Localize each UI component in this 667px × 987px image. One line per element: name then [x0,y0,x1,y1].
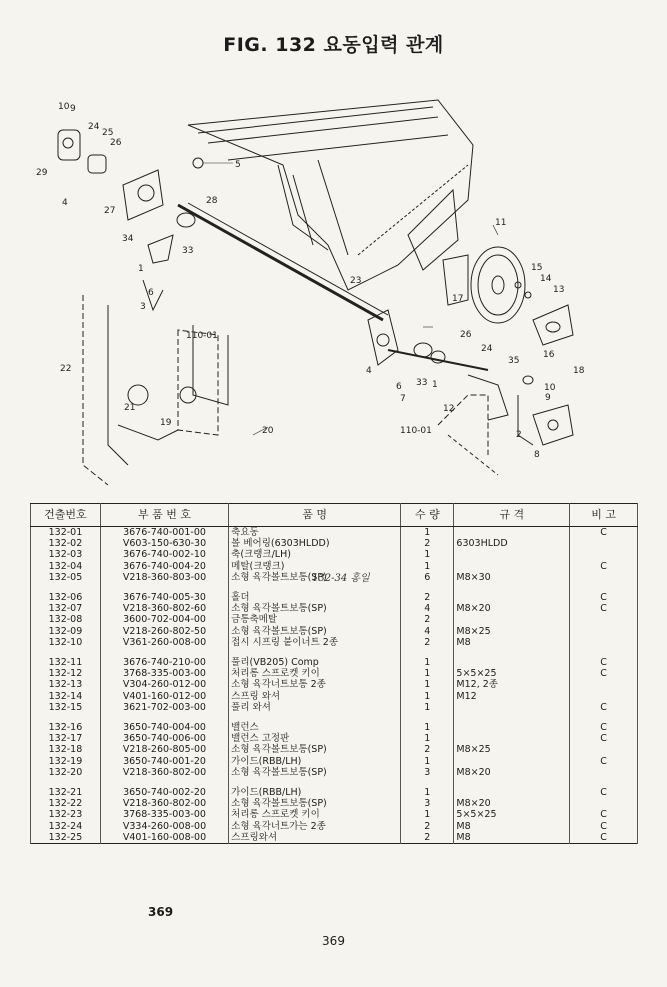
cell-part-no: 3650-740-001-20 [100,756,228,767]
table-row [31,744,638,755]
cell-part-no: 3768-335-003-00 [100,668,228,679]
cell-drawing-no: 132-04 [31,561,101,572]
cell-quantity: 4 [401,603,454,614]
cell-drawing-no: 132-12 [31,668,101,679]
exploded-parts-diagram [28,95,638,495]
svg-text:25: 25 [102,128,114,138]
cell-drawing-no: 132-14 [31,691,101,702]
cell-quantity: 2 [401,744,454,755]
svg-text:24: 24 [481,344,493,354]
cell-drawing-no: 132-21 [31,787,101,798]
cell-specification: M12, 2종 [454,679,570,690]
table-row [31,592,638,603]
cell-drawing-no: 132-02 [31,538,101,549]
figure-title: FIG. 132 요동입력 관계 [223,34,444,56]
svg-text:11: 11 [495,218,507,228]
cell-quantity: 2 [401,832,454,844]
cell-specification: 5×5×25 [454,668,570,679]
spacer-cell [31,648,101,657]
svg-text:21: 21 [124,403,136,413]
cell-specification [454,756,570,767]
group-spacer [31,713,638,722]
cell-remarks: C [570,733,638,744]
cell-part-name: 소형 육각볼트보통(SP) [229,744,401,755]
table-row [31,798,638,809]
table-row [31,668,638,679]
cell-part-no: 3676-740-210-00 [100,657,228,668]
cell-specification: 6303HLDD [454,538,570,549]
cell-remarks [570,626,638,637]
svg-text:1: 1 [138,264,144,274]
cell-specification [454,787,570,798]
group-spacer [31,648,638,657]
cell-part-no: 3676-740-005-30 [100,592,228,603]
cell-quantity: 2 [401,821,454,832]
cell-part-name: 홀더 [229,592,401,603]
cell-drawing-no: 132-19 [31,756,101,767]
cell-part-no: V401-160-008-00 [100,832,228,844]
cell-part-name: 스프링 와셔 [229,691,401,702]
spacer-cell [570,583,638,592]
svg-text:6: 6 [148,288,154,298]
cell-drawing-no: 132-18 [31,744,101,755]
svg-text:34: 34 [122,234,134,244]
table-row [31,657,638,668]
spacer-cell [229,583,401,592]
spacer-cell [401,583,454,592]
svg-text:4: 4 [62,198,68,208]
spacer-cell [100,583,228,592]
cell-drawing-no: 132-09 [31,626,101,637]
group-spacer [31,583,638,592]
parts-list-table [30,503,638,844]
spacer-cell [570,713,638,722]
svg-text:110-01: 110-01 [186,331,218,341]
cell-part-name: 축(크랭크/LH) [229,549,401,560]
cell-remarks [570,572,638,583]
cell-drawing-no: 132-10 [31,637,101,648]
svg-text:27: 27 [104,206,116,216]
spacer-cell [229,778,401,787]
cell-quantity: 6 [401,572,454,583]
cell-part-name: 축요동 [229,527,401,539]
cell-remarks: C [570,832,638,844]
cell-quantity: 3 [401,767,454,778]
cell-remarks: C [570,809,638,820]
diagram-drawing [28,95,638,495]
cell-specification: M8×20 [454,767,570,778]
cell-quantity: 1 [401,787,454,798]
table-row [31,787,638,798]
table-row [31,756,638,767]
svg-text:12: 12 [443,404,455,414]
cell-specification [454,614,570,625]
svg-text:20: 20 [262,426,274,436]
cell-remarks: C [570,787,638,798]
cell-quantity: 3 [401,798,454,809]
spacer-cell [100,648,228,657]
cell-specification: M8×25 [454,626,570,637]
cell-part-name: 소형 육각볼트보통(SP) [229,798,401,809]
spacer-cell [401,713,454,722]
svg-text:2: 2 [516,430,522,440]
svg-text:26: 26 [460,330,472,340]
cell-drawing-no: 132-05 [31,572,101,583]
cell-part-no: V361-260-008-00 [100,637,228,648]
cell-drawing-no: 132-16 [31,722,101,733]
cell-remarks: C [570,603,638,614]
svg-text:33: 33 [416,378,428,388]
cell-part-name: 소형 육각너트보통 2종 [229,679,401,690]
cell-drawing-no: 132-17 [31,733,101,744]
cell-remarks [570,744,638,755]
svg-text:14: 14 [540,274,552,284]
cell-specification [454,702,570,713]
cell-quantity: 1 [401,657,454,668]
cell-part-name: 밸런스 고정판 [229,733,401,744]
spacer-cell [454,648,570,657]
cell-part-name: 소형 육각너트가는 2종 [229,821,401,832]
cell-quantity: 1 [401,702,454,713]
spacer-cell [401,648,454,657]
cell-quantity: 2 [401,592,454,603]
spacer-cell [31,778,101,787]
svg-text:8: 8 [534,450,540,460]
header-remarks: 비 고 [570,504,638,527]
spacer-cell [229,713,401,722]
cell-quantity: 2 [401,614,454,625]
table-row [31,603,638,614]
svg-text:18: 18 [573,366,585,376]
cell-quantity: 1 [401,809,454,820]
overlay-page-number: 369 [148,905,174,919]
callout-labels [36,102,585,460]
svg-text:13: 13 [553,285,565,295]
svg-text:26: 26 [110,138,122,148]
cell-remarks [570,549,638,560]
spacer-cell [570,778,638,787]
svg-text:29: 29 [36,168,48,178]
svg-text:24: 24 [88,122,100,132]
cell-remarks: C [570,756,638,767]
table-row [31,821,638,832]
cell-specification: M8×30 [454,572,570,583]
cell-specification: M8×20 [454,798,570,809]
cell-part-no: V401-160-012-00 [100,691,228,702]
cell-remarks: C [570,592,638,603]
table-row [31,702,638,713]
table-row [31,722,638,733]
spacer-cell [454,583,570,592]
cell-drawing-no: 132-15 [31,702,101,713]
cell-specification: M8×20 [454,603,570,614]
cell-quantity: 1 [401,549,454,560]
cell-part-name: 가이드(RBB/LH) [229,787,401,798]
cell-remarks: C [570,702,638,713]
cell-specification [454,722,570,733]
svg-text:10: 10 [544,383,556,393]
cell-drawing-no: 132-01 [31,527,101,539]
table-row [31,767,638,778]
cell-part-no: 3676-740-002-10 [100,549,228,560]
cell-drawing-no: 132-24 [31,821,101,832]
cell-drawing-no: 132-03 [31,549,101,560]
table-row [31,809,638,820]
cell-specification [454,733,570,744]
svg-text:5: 5 [235,160,241,170]
cell-specification [454,549,570,560]
cell-drawing-no: 132-23 [31,809,101,820]
cell-remarks [570,767,638,778]
cell-part-name: 풀리 와셔 [229,702,401,713]
spacer-cell [100,713,228,722]
header-specification: 규 격 [454,504,570,527]
svg-text:9: 9 [545,393,551,403]
cell-remarks: C [570,561,638,572]
table-row [31,832,638,844]
table-row [31,614,638,625]
cell-remarks: C [570,722,638,733]
cell-remarks: C [570,527,638,539]
cell-drawing-no: 132-06 [31,592,101,603]
table-row [31,626,638,637]
cell-remarks [570,538,638,549]
cell-part-name: 가이드(RBB/LH) [229,756,401,767]
cell-specification: M8 [454,637,570,648]
cell-part-no: 3676-740-001-00 [100,527,228,539]
cell-part-no: V218-360-802-00 [100,798,228,809]
header-part-no: 부 품 번 호 [100,504,228,527]
cell-part-name: 스프링와셔 [229,832,401,844]
svg-text:6: 6 [396,382,402,392]
spacer-cell [570,648,638,657]
cell-part-no: 3650-740-002-20 [100,787,228,798]
cell-specification: M8 [454,832,570,844]
cell-specification [454,592,570,603]
cell-part-no: V218-260-802-50 [100,626,228,637]
spacer-cell [454,778,570,787]
cell-part-no: V218-360-803-00 [100,572,228,583]
svg-text:15: 15 [531,263,543,273]
cell-part-no: 3600-702-004-00 [100,614,228,625]
cell-quantity: 4 [401,626,454,637]
svg-text:33: 33 [182,246,194,256]
cell-part-no: 3650-740-004-00 [100,722,228,733]
cell-quantity: 1 [401,756,454,767]
cell-specification: M8 [454,821,570,832]
svg-text:4: 4 [366,366,372,376]
spacer-cell [31,713,101,722]
cell-part-name: 소형 육각볼트보통(SP) [229,767,401,778]
cell-remarks [570,679,638,690]
spacer-cell [100,778,228,787]
cell-part-no: 3621-702-003-00 [100,702,228,713]
cell-remarks: C [570,657,638,668]
cell-remarks [570,637,638,648]
svg-text:19: 19 [160,418,172,428]
svg-text:3: 3 [140,302,146,312]
cell-quantity: 2 [401,538,454,549]
svg-text:28: 28 [206,196,218,206]
cell-part-no: 3650-740-006-00 [100,733,228,744]
cell-part-no: V218-260-805-00 [100,744,228,755]
spacer-cell [454,713,570,722]
table-row [31,691,638,702]
cell-part-name: 소형 육각볼트보통(SP) [229,572,401,583]
cell-specification: M8×25 [454,744,570,755]
svg-text:7: 7 [400,394,406,404]
cell-drawing-no: 132-22 [31,798,101,809]
page-number: 369 [322,934,345,948]
cell-quantity: 1 [401,561,454,572]
cell-specification [454,527,570,539]
cell-specification: 5×5×25 [454,809,570,820]
table-row [31,679,638,690]
spacer-cell [401,778,454,787]
header-quantity: 수 량 [401,504,454,527]
svg-text:23: 23 [350,276,362,286]
cell-part-name: 메탈(크랭크) [229,561,401,572]
cell-part-name: 볼 베어링(6303HLDD) [229,538,401,549]
handwritten-note: 132-34 홍일 [312,573,370,584]
cell-remarks: C [570,668,638,679]
cell-part-name: 처리롱 스프로켓 키이 [229,668,401,679]
cell-part-name: 풀리(VB205) Comp [229,657,401,668]
table-row [31,527,638,539]
cell-part-name: 금통축메탈 [229,614,401,625]
cell-part-no: V603-150-630-30 [100,538,228,549]
spacer-cell [31,583,101,592]
cell-quantity: 1 [401,527,454,539]
cell-drawing-no: 132-08 [31,614,101,625]
table-row [31,538,638,549]
cell-specification [454,657,570,668]
cell-drawing-no: 132-11 [31,657,101,668]
svg-text:1: 1 [432,380,438,390]
cell-remarks [570,798,638,809]
table-header-row [31,504,638,527]
cell-part-no: V304-260-012-00 [100,679,228,690]
cell-part-name: 처리롱 스프로켓 키이 [229,809,401,820]
svg-text:10: 10 [58,102,70,112]
svg-text:110-01: 110-01 [400,426,432,436]
cell-quantity: 1 [401,722,454,733]
cell-quantity: 1 [401,691,454,702]
header-drawing-no: 건출번호 [31,504,101,527]
header-part-name: 품 명 [229,504,401,527]
cell-part-name: 밸런스 [229,722,401,733]
cell-remarks: C [570,821,638,832]
svg-text:22: 22 [60,364,72,374]
cell-quantity: 1 [401,733,454,744]
svg-text:9: 9 [70,104,76,114]
cell-specification: M12 [454,691,570,702]
cell-part-no: V218-360-802-60 [100,603,228,614]
cell-part-no: 3768-335-003-00 [100,809,228,820]
cell-drawing-no: 132-20 [31,767,101,778]
cell-part-name: 소형 육각볼트보통(SP) [229,626,401,637]
cell-part-no: 3676-740-004-20 [100,561,228,572]
spacer-cell [229,648,401,657]
cell-quantity: 1 [401,679,454,690]
svg-text:16: 16 [543,350,555,360]
cell-remarks [570,614,638,625]
svg-text:35: 35 [508,356,520,366]
cell-drawing-no: 132-07 [31,603,101,614]
cell-part-name: 소형 육각볼트보통(SP) [229,603,401,614]
svg-text:17: 17 [452,294,464,304]
lower-frame [83,295,228,485]
table-row [31,733,638,744]
cell-part-name: 접시 시프링 붙이너트 2종 [229,637,401,648]
cell-part-no: V218-360-802-00 [100,767,228,778]
cell-specification [454,561,570,572]
cell-part-no: V334-260-008-00 [100,821,228,832]
group-spacer [31,778,638,787]
cell-drawing-no: 132-13 [31,679,101,690]
cell-drawing-no: 132-25 [31,832,101,844]
cover-body [188,100,473,290]
table-row [31,637,638,648]
cell-quantity: 2 [401,637,454,648]
table-row [31,549,638,560]
cell-remarks [570,691,638,702]
cell-quantity: 1 [401,668,454,679]
